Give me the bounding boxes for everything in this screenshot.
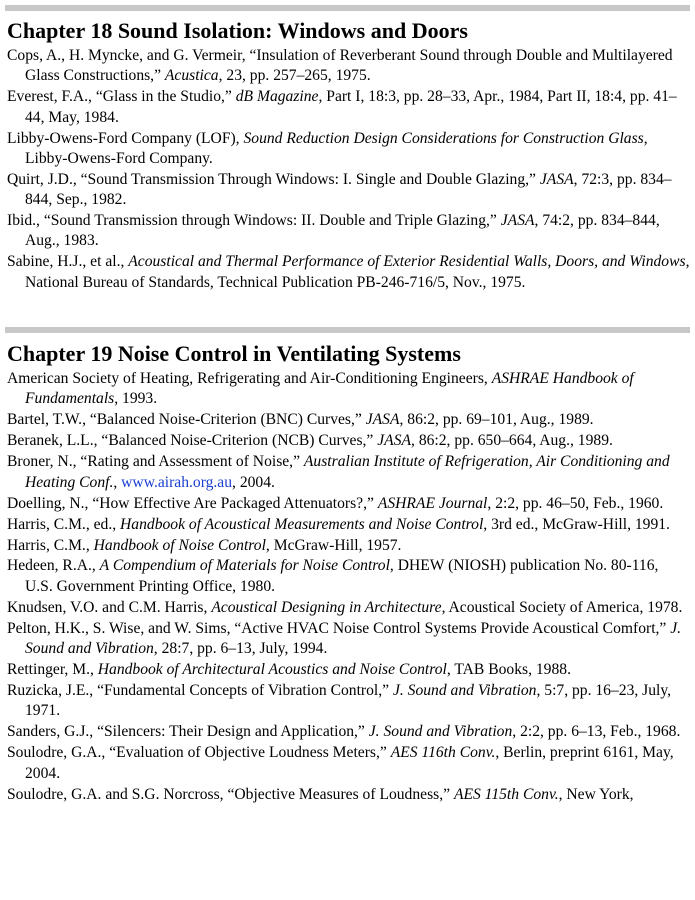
reference-entry — [7, 410, 690, 430]
reference-list — [7, 46, 690, 293]
reference-entry — [7, 515, 690, 535]
reference-text: Cops, A., H. Myncke, and G. Vermeir, “Insulation of Reverberant Sound through Double and Multilayered Glass Constructions,” — [7, 47, 673, 85]
reference-text: , 86:2, pp. 69–101, Aug., 1989. — [399, 411, 594, 429]
reference-text: , TAB Books, 1988. — [446, 661, 571, 679]
reference-text: , Berlin, preprint 6161, May, 2004. — [25, 744, 674, 782]
reference-entry — [7, 722, 690, 742]
chapter-title: Chapter 19 Noise Control in Ventilating Systems — [7, 341, 461, 366]
reference-list — [7, 369, 690, 805]
publication-title: Handbook of Acoustical Measurements and Noise Control — [120, 515, 484, 533]
reference-text: , Part I, 18:3, pp. 28–33, Apr., 1984, Part II, 18:4, pp. 41–44, May, 1984. — [25, 88, 677, 126]
reference-text: , 72:3, pp. 834–844, Sep., 1982. — [25, 170, 672, 209]
reference-text: Doelling, N., “How Effective Are Packaged Attenuators?,” — [7, 494, 378, 512]
reference-text: Libby-Owens-Ford Company (LOF), — [7, 129, 244, 147]
reference-text: , 2:2, pp. 6–13, Feb., 1968. — [512, 723, 681, 741]
reference-text: , National Bureau of Standards, Technical Publication PB-246-716/5, Nov., 1975. — [25, 253, 690, 291]
reference-entry — [7, 681, 690, 722]
section-rule — [5, 5, 690, 11]
reference-text: , Libby-Owens-Ford Company. — [25, 129, 648, 167]
reference-text: Pelton, H.K., S. Wise, and W. Sims, “Active HVAC Noise Control Systems Provide Acoustical Comfort,” — [7, 619, 671, 637]
publication-title: Australian Institute of Refrigeration, Air Conditioning and Heating Conf. — [25, 453, 670, 491]
reference-text: , 74:2, pp. 834–844, Aug., 1983. — [25, 212, 660, 250]
web-link[interactable]: www.airah.org.au — [121, 473, 233, 491]
reference-entry — [7, 785, 690, 805]
reference-text: , 28:7, pp. 6–13, July, 1994. — [153, 640, 328, 658]
reference-entry — [7, 556, 690, 597]
reference-entry — [7, 369, 690, 410]
chapter-title: Chapter 18 Sound Isolation: Windows and Doors — [7, 18, 468, 43]
reference-text: , McGraw-Hill, 1957. — [265, 536, 402, 554]
publication-title: Acustica — [164, 67, 219, 85]
reference-text: Harris, C.M., ed., — [7, 515, 121, 533]
publication-title: J. Sound and Vibration — [368, 723, 513, 741]
reference-entry — [7, 211, 690, 252]
reference-text: Quirt, J.D., “Sound Transmission Through Windows: I. Single and Double Glazing,” — [7, 170, 540, 188]
reference-text: Beranek, L.L., “Balanced Noise-Criterion (NCB) Curves,” — [7, 432, 378, 450]
reference-entry — [7, 252, 690, 293]
publication-title: AES 115th Conv. — [453, 785, 559, 803]
publication-title: Sound Reduction Design Considerations for Construction Glass — [243, 129, 644, 147]
reference-text: Sabine, H.J., et al., — [7, 253, 129, 271]
reference-text: Sanders, G.J., “Silencers: Their Design and Application,” — [7, 723, 369, 741]
publication-title: A Compendium of Materials for Noise Control — [99, 557, 390, 575]
reference-text: American Society of Heating, Refrigerating and Air-Conditioning Engineers, — [7, 370, 492, 387]
reference-entry — [7, 87, 690, 128]
reference-entry — [7, 743, 690, 784]
reference-text: , 2:2, pp. 46–50, Feb., 1960. — [487, 494, 664, 512]
publication-title: ASHRAE Journal — [377, 494, 488, 512]
reference-text: Soulodre, G.A. and S.G. Norcross, “Objective Measures of Loudness,” — [7, 785, 454, 803]
reference-text: , — [113, 473, 122, 491]
reference-text: , 86:2, pp. 650–664, Aug., 1989. — [411, 432, 613, 450]
reference-entry — [7, 494, 690, 514]
reference-text: Broner, N., “Rating and Assessment of Noise,” — [7, 453, 304, 471]
reference-text: , New York, — [558, 785, 634, 803]
publication-title: Acoustical Designing in Architecture — [211, 598, 442, 616]
publication-title: JASA — [365, 411, 400, 429]
reference-text: Ibid., “Sound Transmission through Windows: II. Double and Triple Glazing,” — [7, 212, 501, 230]
reference-text: Everest, F.A., “Glass in the Studio,” — [7, 88, 236, 106]
reference-text: , 2004. — [232, 473, 275, 491]
publication-title: J. Sound and Vibration — [392, 682, 537, 700]
reference-entry — [7, 170, 690, 211]
publication-title: JASA — [500, 212, 535, 230]
reference-text: , 1993. — [114, 390, 158, 408]
publication-title: JASA — [377, 432, 412, 450]
reference-entry — [7, 46, 690, 87]
reference-text: , 3rd ed., McGraw-Hill, 1991. — [483, 515, 670, 533]
reference-text: , 5:7, pp. 16–23, July, 1971. — [25, 682, 672, 720]
publication-title: Handbook of Architectural Acoustics and Noise Control — [97, 661, 447, 679]
reference-text: Hedeen, R.A., — [7, 557, 100, 575]
reference-entry — [7, 619, 690, 660]
reference-text: , Acoustical Society of America, 1978. — [441, 598, 683, 616]
publication-title: Acoustical and Thermal Performance of Exterior Residential Walls, Doors, and Windows — [128, 253, 686, 271]
publication-title: J. Sound and Vibration — [25, 619, 682, 658]
reference-text: Harris, C.M., — [7, 536, 94, 554]
publication-title: Handbook of Noise Control — [93, 536, 266, 554]
publication-title: AES 116th Conv. — [390, 744, 496, 762]
publication-title: JASA — [539, 170, 574, 188]
chapter-19-section — [7, 342, 690, 806]
reference-text: Soulodre, G.A., “Evaluation of Objective Loudness Meters,” — [7, 744, 391, 762]
reference-text: Rettinger, M., — [7, 661, 98, 679]
reference-text: Ruzicka, J.E., “Fundamental Concepts of Vibration Control,” — [7, 682, 393, 700]
reference-text: , 23, pp. 257–265, 1975. — [218, 67, 371, 85]
reference-text: , DHEW (NIOSH) publication No. 80-116, U.S. Government Printing Office, 1980. — [25, 557, 659, 595]
chapter-18-section — [7, 19, 690, 294]
reference-entry — [7, 598, 690, 618]
publication-title: dB Magazine — [235, 88, 319, 106]
section-rule — [5, 327, 690, 333]
reference-entry — [7, 431, 690, 451]
reference-entry — [7, 536, 690, 556]
reference-entry — [7, 452, 690, 493]
reference-entry — [7, 660, 690, 680]
reference-entry — [7, 129, 690, 170]
reference-text: Bartel, T.W., “Balanced Noise-Criterion (BNC) Curves,” — [7, 411, 366, 429]
reference-text: Knudsen, V.O. and C.M. Harris, — [7, 598, 212, 616]
publication-title: ASHRAE Handbook of Fundamentals — [25, 370, 634, 408]
